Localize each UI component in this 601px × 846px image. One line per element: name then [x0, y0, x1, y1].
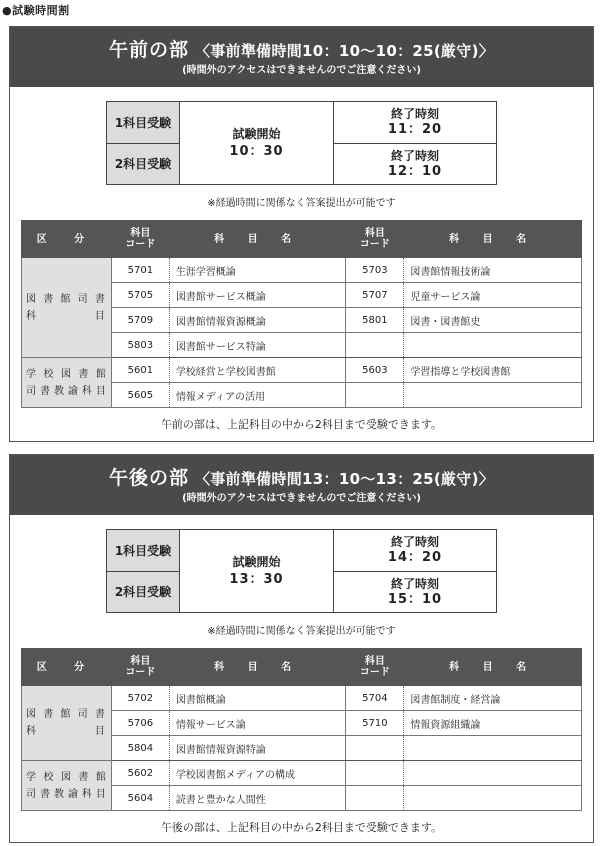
end-cell-1 [334, 102, 496, 143]
two-subject-label: 2科目受験 [107, 571, 179, 613]
subject-table [21, 648, 582, 811]
subject-name: 学校経営と学校図書館 [169, 358, 346, 383]
subject-code: 5707 [346, 283, 404, 308]
subject-code: 5801 [346, 308, 404, 333]
session-title: 午後の部 [108, 467, 189, 489]
subject-code: 5701 [111, 258, 169, 283]
subject-name: 図書・図書館史 [404, 308, 582, 333]
end-cell-1 [334, 530, 496, 571]
subject-code: 5703 [346, 258, 404, 283]
one-subject-label: 1科目受験 [107, 102, 179, 143]
subject-name [404, 761, 582, 786]
one-subject-label: 1科目受験 [107, 530, 179, 571]
subject-code: 5603 [346, 358, 404, 383]
subject-name: 学校図書館メディアの構成 [169, 761, 346, 786]
end-cell-2 [334, 143, 496, 185]
subject-code: 5706 [111, 711, 169, 736]
two-subject-label: 2科目受験 [107, 143, 179, 185]
access-note: (時間外のアクセスはできませんのでご注意ください) [182, 493, 421, 504]
header-category: 区 分 [22, 221, 112, 258]
subject-code: 5605 [111, 383, 169, 408]
start-cell [180, 102, 334, 184]
header-subject: 科 目 名 [404, 221, 582, 258]
subject-code: 5604 [111, 786, 169, 811]
subject-name: 情報資源組織論 [404, 711, 582, 736]
subject-name: 図書館サービス特論 [169, 333, 346, 358]
subject-name: 学習指導と学校図書館 [404, 358, 582, 383]
subject-code: 5705 [111, 283, 169, 308]
morning-session-panel [9, 26, 594, 442]
start-label: 試験開始 [232, 127, 281, 141]
page-title: ●試験時間割 [2, 4, 70, 17]
start-label: 試験開始 [232, 555, 281, 569]
elapsed-note: ※経過時間に関係なく答案提出が可能です [207, 198, 396, 209]
start-time: 10：30 [229, 144, 284, 159]
prep-time: 〈事前準備時間10：10～10：25(厳守)〉 [194, 42, 495, 60]
access-note: (時間外のアクセスはできませんのでご注意ください) [182, 65, 421, 76]
header-code: 科目 コード [111, 649, 169, 686]
subject-code: 5602 [111, 761, 169, 786]
header-subject: 科 目 名 [404, 649, 582, 686]
end-time-2: 15：10 [387, 591, 443, 607]
header-code: 科目 コード [111, 221, 169, 258]
subject-name: 図書館情報資源特論 [169, 736, 346, 761]
subject-name: 図書館概論 [169, 686, 346, 711]
subject-code: 5601 [111, 358, 169, 383]
end-cell-2 [334, 571, 496, 613]
subject-code [346, 761, 404, 786]
afternoon-session-panel [9, 454, 594, 843]
subject-code [346, 786, 404, 811]
subject-code: 5709 [111, 308, 169, 333]
subject-name [404, 786, 582, 811]
header-code: 科目 コード [346, 221, 404, 258]
session-title: 午前の部 [108, 39, 189, 61]
subject-name [404, 333, 582, 358]
subject-code: 5704 [346, 686, 404, 711]
end-time-2: 12：10 [387, 163, 443, 179]
end-time-1: 11：20 [387, 122, 443, 138]
subject-code: 5702 [111, 686, 169, 711]
subject-name: 図書館制度・経営論 [404, 686, 582, 711]
subject-name: 図書館情報技術論 [404, 258, 582, 283]
morning-session-header [10, 27, 593, 87]
header-subject: 科 目 名 [169, 221, 346, 258]
category-school: 学校図書館 司書教諭科目 [22, 358, 112, 408]
end-label: 終了時刻 [390, 107, 439, 122]
subject-name: 図書館サービス概論 [169, 283, 346, 308]
subject-name [404, 736, 582, 761]
subject-name: 読書と豊かな人間性 [169, 786, 346, 811]
subject-name: 情報サービス論 [169, 711, 346, 736]
elapsed-note: ※経過時間に関係なく答案提出が可能です [207, 626, 396, 637]
session-footer: 午前の部は、上記科目の中から2科目まで受験できます。 [160, 418, 443, 431]
subject-name: 生涯学習概論 [169, 258, 346, 283]
start-cell [180, 530, 334, 612]
start-time: 13：30 [229, 572, 284, 587]
subject-code [346, 333, 404, 358]
session-footer: 午後の部は、上記科目の中から2科目まで受験できます。 [160, 821, 443, 834]
header-code: 科目 コード [346, 649, 404, 686]
header-subject: 科 目 名 [169, 649, 346, 686]
end-label: 終了時刻 [390, 148, 439, 163]
time-table [106, 101, 497, 185]
header-category: 区 分 [22, 649, 112, 686]
prep-time: 〈事前準備時間13：10～13：25(厳守)〉 [194, 470, 495, 488]
category-library: 図書館司書 科 目 [22, 686, 112, 761]
end-time-1: 14：20 [387, 550, 443, 566]
time-table [106, 529, 497, 613]
subject-code: 5803 [111, 333, 169, 358]
end-label: 終了時刻 [390, 535, 439, 550]
end-label: 終了時刻 [390, 576, 439, 591]
subject-table [21, 220, 582, 408]
subject-name: 児童サービス論 [404, 283, 582, 308]
subject-name [404, 383, 582, 408]
subject-code: 5804 [111, 736, 169, 761]
subject-code: 5710 [346, 711, 404, 736]
subject-code [346, 383, 404, 408]
category-school: 学校図書館 司書教諭科目 [22, 761, 112, 811]
category-library: 図書館司書 科 目 [22, 258, 112, 358]
subject-code [346, 736, 404, 761]
subject-name: 情報メディアの活用 [169, 383, 346, 408]
afternoon-session-header [10, 455, 593, 515]
subject-name: 図書館情報資源概論 [169, 308, 346, 333]
